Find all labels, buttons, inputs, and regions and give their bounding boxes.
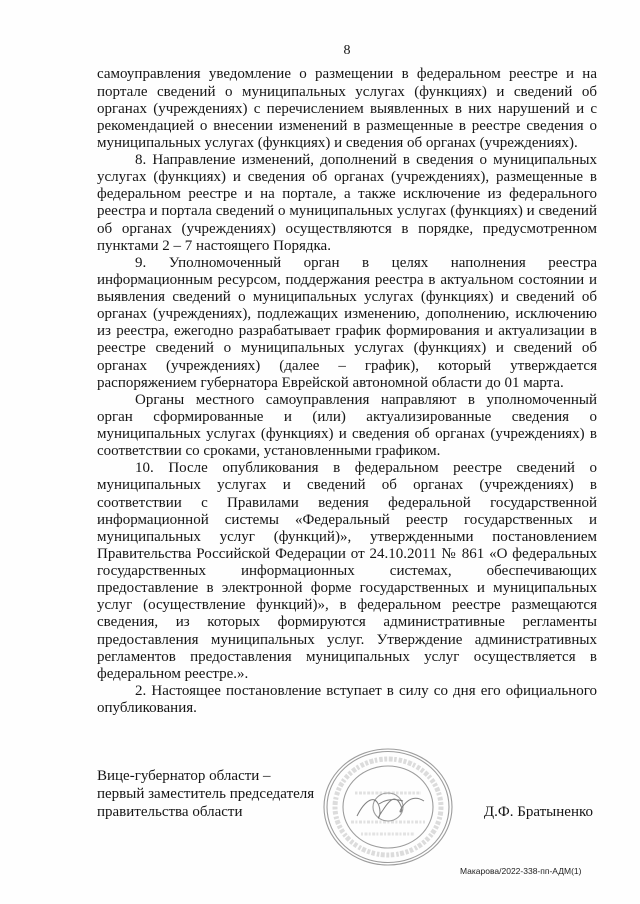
page-number: 8 bbox=[343, 43, 351, 58]
signatory-position-line: первый заместитель председателя bbox=[97, 786, 315, 802]
text-line: предоставления муниципальных услуг. Утверждение административных bbox=[97, 631, 597, 648]
official-seal bbox=[321, 746, 455, 868]
text-line: муниципальных услугах (функциях) и сведения об органах (учреждениях) в bbox=[97, 426, 597, 443]
text-line: органах (учреждениях), подлежащих изменению, дополнению, исключению bbox=[97, 306, 597, 323]
text-line: реестра и портала сведений о муниципальных услугах (функциях) и сведений bbox=[97, 203, 597, 220]
text-line: опубликования. bbox=[97, 700, 197, 717]
text-line: об органах (учреждениях) осуществляются в порядке, предусмотренном bbox=[97, 220, 597, 237]
text-line: предоставление в электронной форме государственных и муниципальных bbox=[97, 580, 597, 597]
text-line: соответствии со сроками, установленными графиком. bbox=[97, 443, 441, 460]
text-line: муниципальных услугах (функциях) и сведения об органах (учреждениях). bbox=[97, 134, 578, 151]
text-line: услуг (осуществление функций)», в федеральном реестре размещаются bbox=[97, 597, 597, 614]
text-line: федеральном реестре.». bbox=[97, 665, 249, 682]
text-line: Правительства Российской Федерации от 24.10.2011 № 861 «О федеральных bbox=[97, 545, 597, 562]
text-line: соответствии с Правилами ведения федеральной государственной bbox=[97, 494, 597, 511]
paragraph bbox=[97, 66, 597, 152]
text-line: 10. После опубликования в федеральном реестре сведений о bbox=[135, 460, 597, 477]
text-line: орган сформированные и (или) актуализированные сведения о bbox=[97, 408, 597, 425]
document-body bbox=[97, 66, 597, 717]
text-line: портале сведений о муниципальных услугах (функциях) и сведений об bbox=[97, 83, 597, 100]
text-line: самоуправления уведомление о размещении в федеральном реестре и на bbox=[97, 66, 597, 83]
text-line: органах (учреждениях) с перечислением выявленных в них нарушений и с bbox=[97, 100, 597, 117]
signatory-position bbox=[97, 767, 314, 821]
paragraph bbox=[97, 683, 597, 717]
text-line: 8. Направление изменений, дополнений в сведения о муниципальных bbox=[135, 152, 597, 169]
text-line: выявления сведений о муниципальных услугах (функциях) и сведений об bbox=[97, 289, 597, 306]
text-line: органах (учреждениях) (далее – график), который утверждается bbox=[97, 357, 597, 374]
document-reference: Макарова/2022-338-пп-АДМ(1) bbox=[460, 866, 582, 876]
text-line: распоряжением губернатора Еврейской автономной области до 01 марта. bbox=[97, 374, 564, 391]
text-line: муниципальных услугах и сведений об органах (учреждениях) в bbox=[97, 477, 597, 494]
text-line: реестре сведений о муниципальных услугах (функциях) и сведений об bbox=[97, 340, 597, 357]
paragraph bbox=[97, 392, 597, 461]
text-line: из реестра, ежегодно разрабатывает график формирования и актуализации в bbox=[97, 323, 597, 340]
signatory-name: Д.Ф. Братыненко bbox=[483, 804, 593, 820]
paragraph bbox=[97, 152, 597, 255]
text-line: пунктами 2 – 7 настоящего Порядка. bbox=[97, 237, 331, 254]
paragraph bbox=[97, 460, 597, 683]
text-line: регламентов предоставления муниципальных услуг осуществляется в bbox=[97, 648, 597, 665]
text-line: информационной системы «Федеральный реестр государственных и bbox=[97, 511, 597, 528]
signatory-position-line: Вице-губернатор области – bbox=[97, 768, 271, 784]
text-line: 9. Уполномоченный орган в целях наполнения реестра bbox=[135, 254, 597, 271]
text-line: сведения, из которых формируются административные регламенты bbox=[97, 614, 597, 631]
handwritten-signature bbox=[357, 798, 424, 818]
text-line: информационным ресурсом, поддержания реестра в актуальном состоянии и bbox=[97, 271, 597, 288]
text-line: муниципальных услуг (функций)», утвержденными постановлением bbox=[97, 528, 597, 545]
text-line: Органы местного самоуправления направляют в уполномоченный bbox=[135, 391, 597, 408]
text-line: рекомендацией о внесении изменений в размещенные в реестре сведения о bbox=[97, 117, 597, 134]
text-line: услугах (функциях) и сведения об органах (учреждениях), размещенные в bbox=[97, 169, 597, 186]
paragraph bbox=[97, 255, 597, 392]
text-line: государственных информационных системах, обеспечивающих bbox=[97, 563, 597, 580]
text-line: федеральном реестре и на портале, а также исключение из федерального bbox=[97, 186, 597, 203]
signatory-position-line: правительства области bbox=[97, 804, 243, 820]
text-line: 2. Настоящее постановление вступает в силу со дня его официального bbox=[135, 682, 597, 699]
